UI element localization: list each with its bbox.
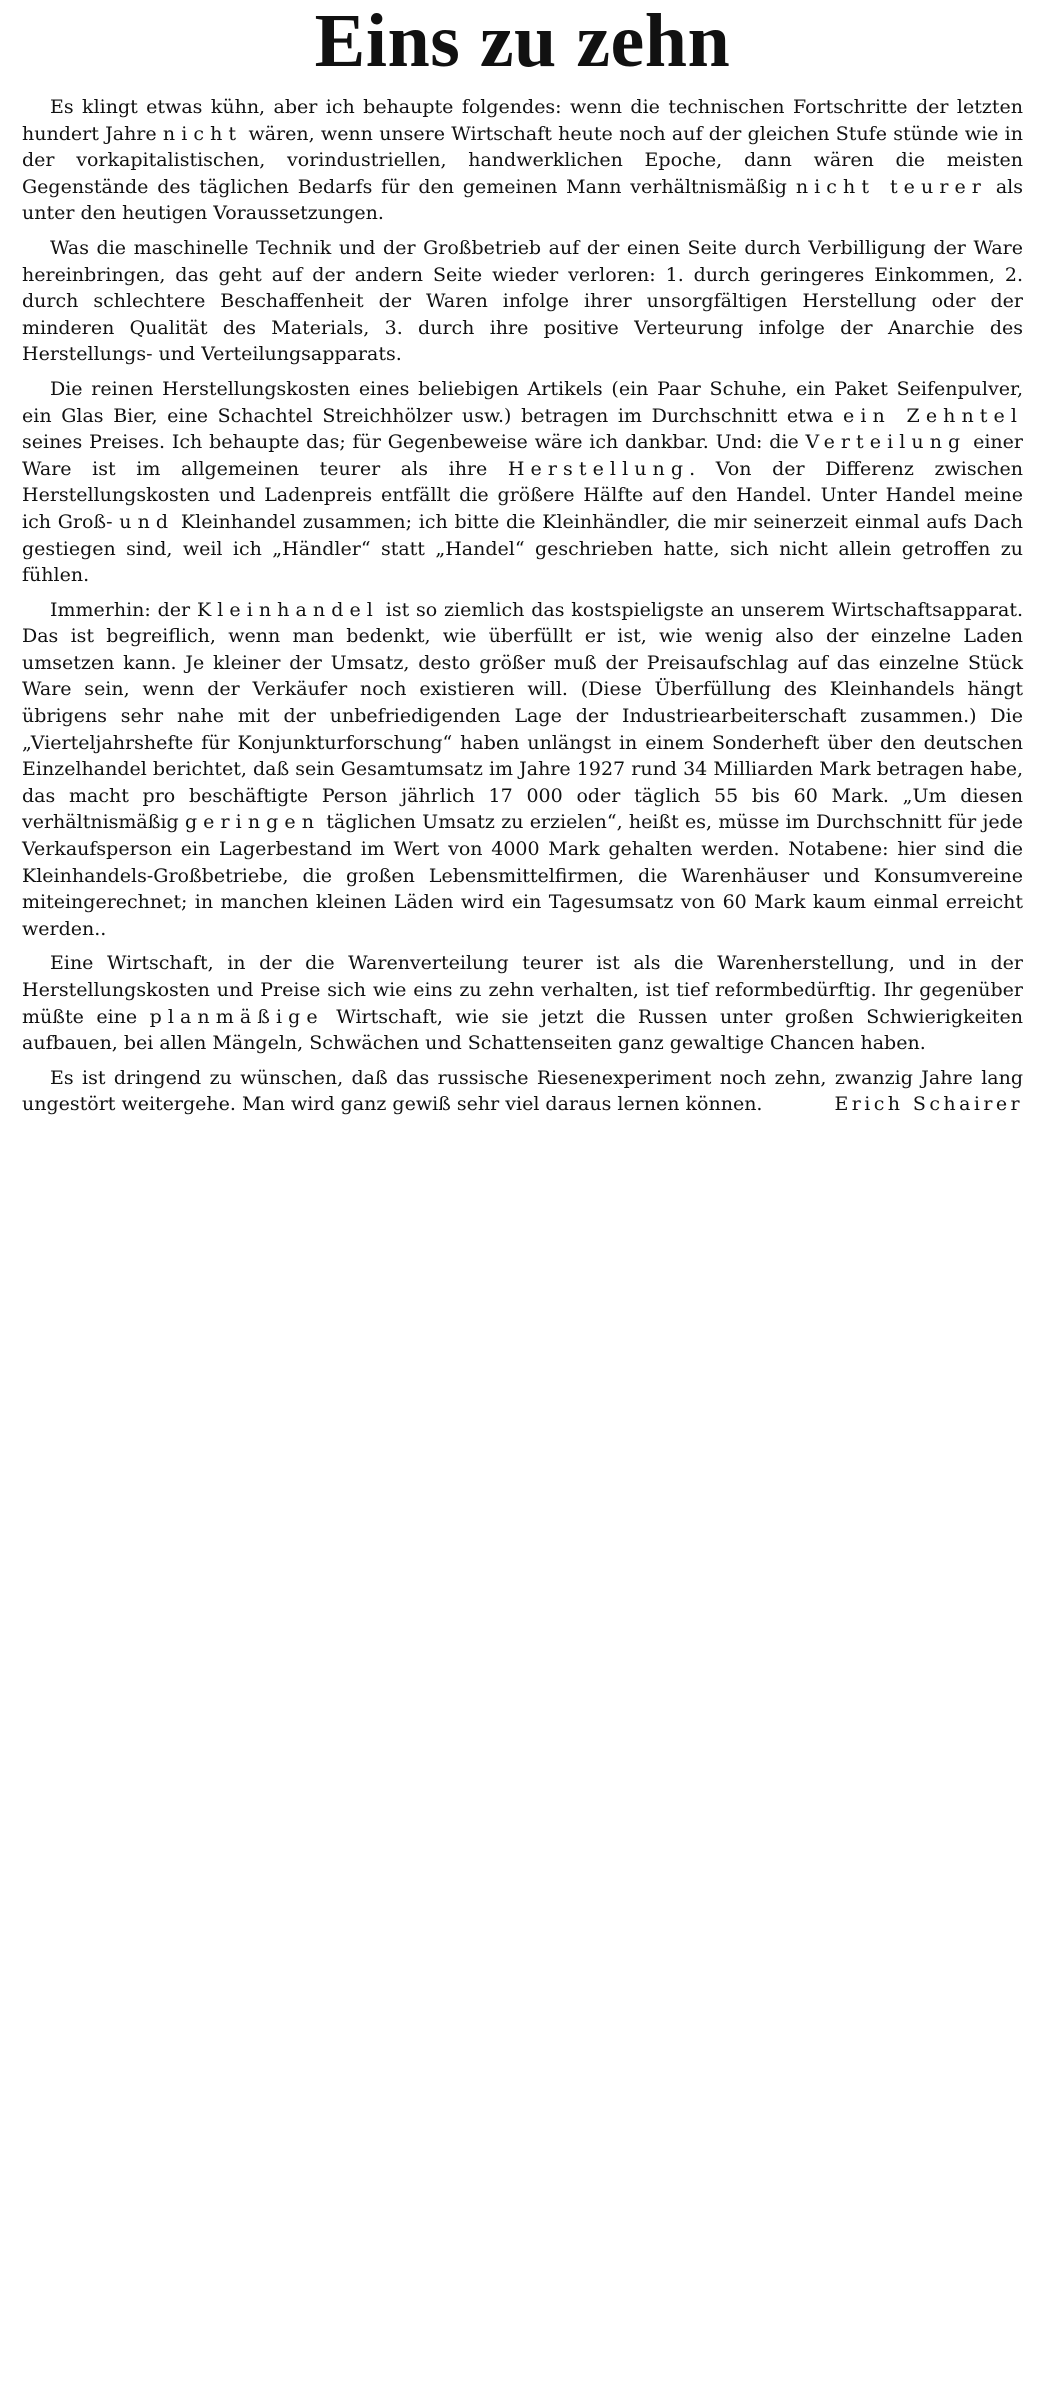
text-run: Kleinhandel zusammen; ich bitte die Kleinhändler, die mir seinerzeit einmal aufs Dach gestiegen sind, weil ich „Händler“ statt „Handel“ geschrieben hatte, sich nicht allein getroffen zu fühlen.: [22, 510, 1023, 587]
paragraph-p2: [22, 235, 1023, 368]
emphasized-text: ein Zehntel: [843, 404, 1023, 427]
text-run: Immerhin: der: [50, 598, 197, 621]
emphasized-text: Kleinhandel: [196, 598, 379, 621]
text-run: Was die maschinelle Technik und der Großbetrieb auf der einen Seite durch Verbilligung der Ware hereinbringen, das geht auf der andern Seite wieder verloren: 1. durch geringeres Einkommen, 2. durch schlechtere Beschaffenheit der Waren infolge ihrer unsorgfältigen Herstellung oder der minderen Qualität des Materials, 3. durch ihre positive Verteurung infolge der Anarchie des Herstellungs- und Verteilungsapparats.: [22, 236, 1023, 366]
text-run: wären, wenn unsere Wirtschaft heute noch auf der gleichen Stufe stünde wie in der vorkapitalistischen, vorindustriellen, handwerklichen Epoche, dann wären die meisten Gegenstände des täglichen Bedarfs für den gemeinen Mann verhältnismäßig: [22, 122, 1023, 198]
text-run: seines Preises. Ich behaupte das; für Gegenbeweise wäre ich dankbar. Und: die: [22, 431, 806, 454]
emphasized-text: Herstellung: [507, 457, 690, 480]
text-run: Wirtschaft, wie sie jetzt die Russen unter großen Schwierigkeiten aufbauen, bei allen Mängeln, Schwächen und Schattenseiten ganz gewaltige Chancen haben.: [22, 1005, 1023, 1055]
text-run: . Von der Differenz zwischen Herstellungskosten und Ladenpreis entfällt die größere Hälfte auf den Handel. Unter Handel meine ich Groß-: [22, 457, 1023, 533]
article-body: [22, 94, 1023, 1118]
emphasized-text: und: [119, 510, 175, 533]
author-signature: Erich Schairer: [834, 1093, 1023, 1116]
text-run: Es ist dringend zu wünschen, daß das russische Riesenexperiment noch zehn, zwanzig Jahre lang ungestört weitergehe. Man wird ganz gewiß sehr viel daraus lernen können.: [22, 1066, 1023, 1116]
paragraph-p5: [22, 950, 1023, 1056]
paragraph-p4: [22, 597, 1023, 943]
paragraph-p1: [22, 94, 1023, 227]
paragraph-p3: [22, 376, 1023, 589]
text-run: Die reinen Herstellungskosten eines beliebigen Artikels (ein Paar Schuhe, ein Paket Seifenpulver, ein Glas Bier, eine Schachtel Streichhölzer usw.) betragen im Durchschnitt etwa: [22, 377, 1023, 427]
text-run: Eine Wirtschaft, in der die Warenverteilung teurer ist als die Warenherstellung, und in der Herstellungskosten und Preise sich wie eins zu zehn verhalten, ist tief reformbedürftig. Ihr gegenüber müßte eine: [22, 952, 1023, 1028]
text-run: täglichen Umsatz zu erzielen“, heißt es, müsse im Durchschnitt für jede Verkaufsperson ein Lagerbestand im Wert von 4000 Mark gehalten werden. Notabene: hier sind die Kleinhandels-Großbetriebe, die großen Lebensmittelfirmen, die Warenhäuser und Konsumvereine miteingerechnet; in manchen kleinen Läden wird ein Tagesumsatz von 60 Mark kaum einmal erreicht werden..: [22, 811, 1023, 940]
article-title: Eins zu zehn: [314, 0, 731, 83]
paragraph-p6: [22, 1065, 1023, 1118]
text-run: Es klingt etwas kühn, aber ich behaupte folgendes: wenn die technischen Fortschritte der letzten hundert Jahre: [22, 96, 1023, 145]
emphasized-text: nicht: [162, 122, 243, 145]
text-run: einer Ware ist im allgemeinen teurer als ihre: [22, 431, 1023, 480]
emphasized-text: nicht teurer: [795, 175, 987, 198]
text-run: ist so ziemlich das kostspieligste an unserem Wirtschaftsapparat. Das ist begreiflich, wenn man bedenkt, wie überfüllt er ist, wie wenig also der einzelne Laden umsetzen kann. Je kleiner der Umsatz, desto größer muß der Preisaufschlag auf das einzelne Stück Ware sein, wenn der Verkäufer noch existieren will. (Diese Überfüllung des Kleinhandels hängt übrigens sehr nahe mit der unbefriedigenden Lage der Industriearbeiterschaft zusammen.) Die „Vierteljahrshefte für Konjunkturforschung“ haben unlängst in einem Sonderheft über den deutschen Einzelhandel berichtet, daß sein Gesamtumsatz im Jahre 1927 rund 34 Milliarden Mark betragen habe, das macht pro beschäftigte Person jährlich 17 000 oder täglich 55 bis 60 Mark. „Um diesen verhältnismäßig: [22, 598, 1023, 834]
emphasized-text: planmäßige: [149, 1005, 324, 1028]
text-run: als unter den heutigen Voraussetzungen.: [22, 175, 1023, 225]
emphasized-text: Verteilung: [805, 431, 967, 454]
emphasized-text: geringen: [184, 811, 321, 834]
